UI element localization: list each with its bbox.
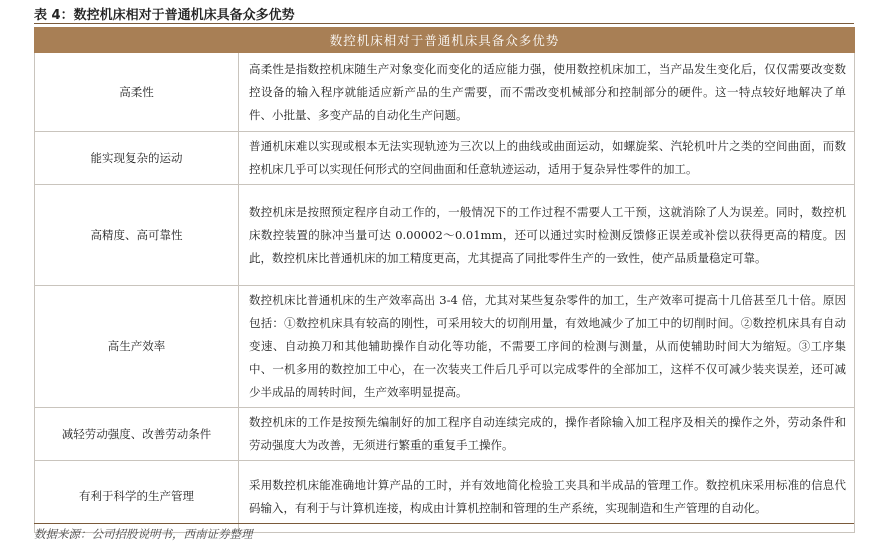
table-row [35,286,855,408]
description-cell: 数控机床比普通机床的生产效率高出 3-4 倍，尤其对某些复杂零件的加工，生产效率可提高十几倍甚至几十倍。原因包括：①数控机床具有较高的刚性，可采用较大的切削用量，有效地减少了加工中的切削时间。②数控机床具有自动变速、自动换刀和其他辅助操作自动化等功能，不需要工序间的检测与测量，从而使辅助时间大为缩短。③工序集中、一机多用的数控加工中心，在一次装夹工件后几乎可以完成零件的全部加工，这样不仅可减少装夹误差，还可减少半成品的周转时间，生产效率明显提高。 [239,286,855,408]
description-cell: 数控机床是按照预定程序自动工作的，一般情况下的工作过程不需要人工干预，这就消除了人为误差。同时，数控机床数控装置的脉冲当量可达 0.00002～0.01mm，还可以通过实时检测反馈修正误差或补偿以获得更高的精度。因此，数控机床比普通机床的加工精度更高，尤其提高了同批零件生产的一致性，使产品质量稳定可靠。 [239,185,855,286]
table-header-row [35,28,855,53]
table-row [35,185,855,286]
description-cell: 普通机床难以实现或根本无法实现轨迹为三次以上的曲线或曲面运动，如螺旋桨、汽轮机叶片之类的空间曲面，而数控机床几乎可以实现任何形式的空间曲面和任意轨迹运动，适用于复杂异性零件的加工。 [239,132,855,185]
feature-cell: 有利于科学的生产管理 [35,461,239,533]
table-row [35,408,855,461]
description-cell: 数控机床的工作是按预先编制好的加工程序自动连续完成的，操作者除输入加工程序及相关的操作之外，劳动条件和劳动强度大为改善，无须进行繁重的重复手工操作。 [239,408,855,461]
bottom-divider [34,523,854,524]
feature-cell: 高精度、高可靠性 [35,185,239,286]
feature-cell: 减轻劳动强度、改善劳动条件 [35,408,239,461]
table-row [35,53,855,132]
feature-cell: 高柔性 [35,53,239,132]
description-cell: 高柔性是指数控机床随生产对象变化而变化的适应能力强，使用数控机床加工，当产品发生变化后，仅仅需要改变数控设备的输入程序就能适应新产品的生产需要，而不需改变机械部分和控制部分的硬件。这一特点较好地解决了单件、小批量、多变产品的自动化生产问题。 [239,53,855,132]
source-note: 数据来源：公司招股说明书，西南证券整理 [34,527,253,541]
table-header: 数控机床相对于普通机床具备众多优势 [35,28,855,53]
description-cell: 采用数控机床能准确地计算产品的工时，并有效地简化检验工夹具和半成品的管理工作。数控机床采用标准的信息代码输入，有利于与计算机连接，构成由计算机控制和管理的生产系统，实现制造和生产管理的自动化。 [239,461,855,533]
advantages-table-container [34,27,854,533]
advantages-table [34,27,855,533]
feature-cell: 高生产效率 [35,286,239,408]
table-caption: 表 4：数控机床相对于普通机床具备众多优势 [34,8,295,23]
table-row [35,132,855,185]
top-divider [34,23,854,24]
table-row [35,461,855,533]
feature-cell: 能实现复杂的运动 [35,132,239,185]
